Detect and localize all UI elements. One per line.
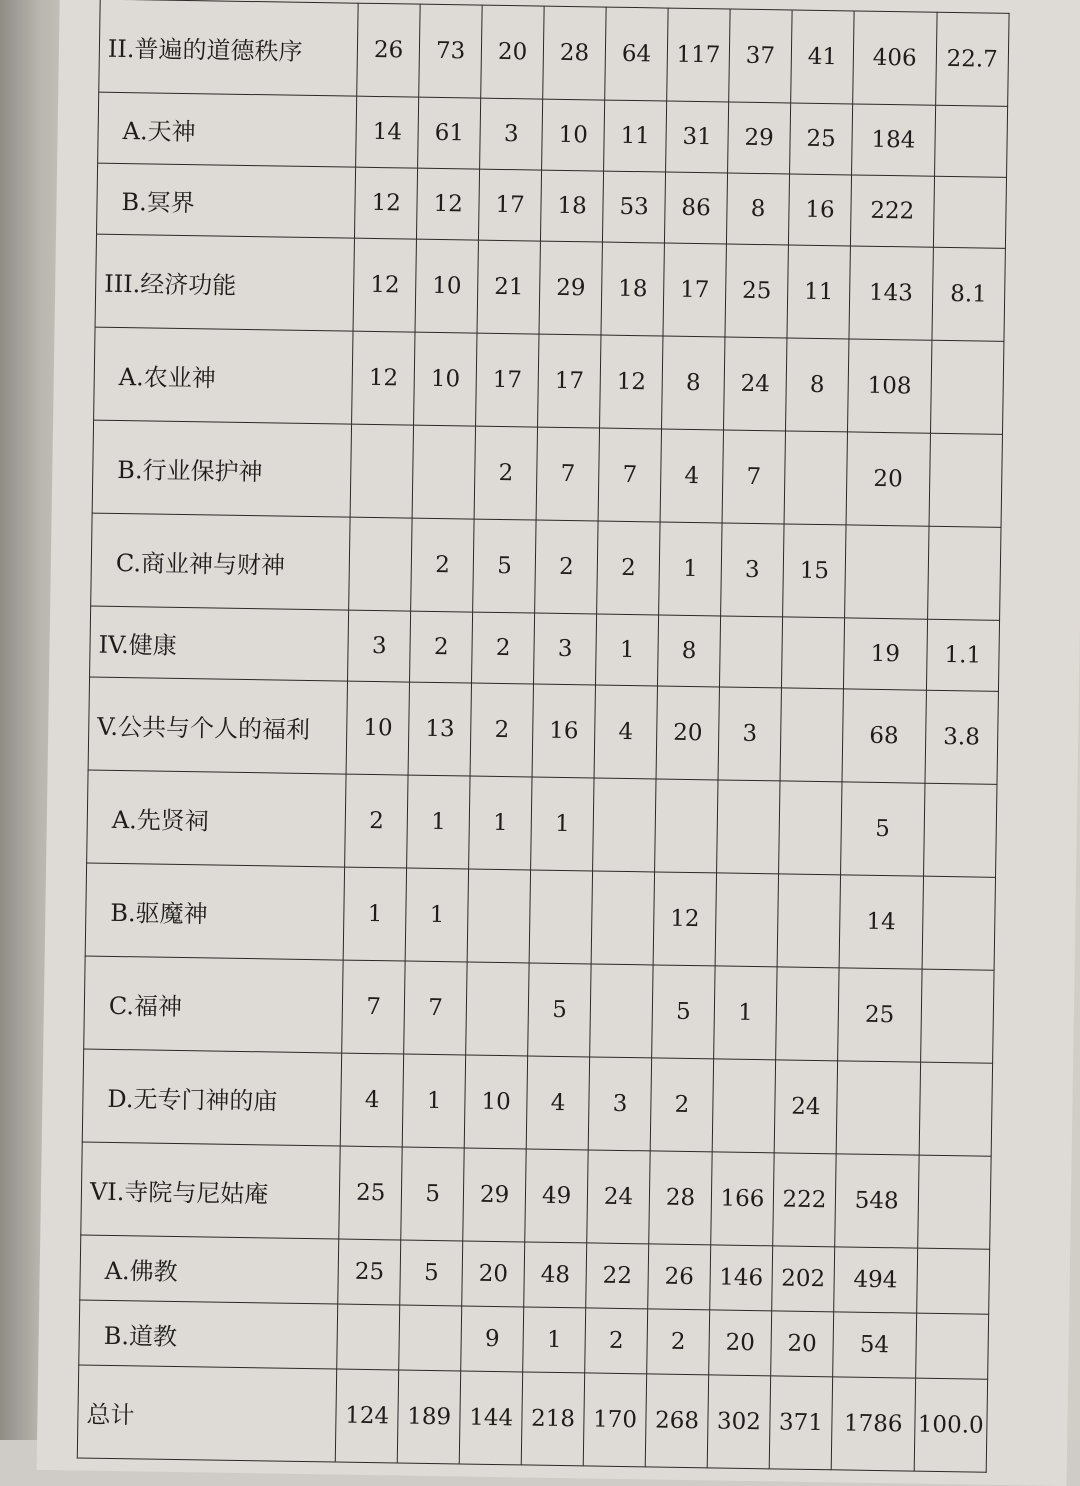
table-cell: 12 <box>600 335 663 429</box>
table-cell: 1 <box>405 868 468 962</box>
table-cell <box>412 425 475 519</box>
table-cell: 1 <box>469 776 532 870</box>
table-cell <box>916 1248 989 1314</box>
table-row <box>77 1365 987 1472</box>
table-cell: 2 <box>650 1058 713 1152</box>
table-cell: 10 <box>415 239 478 333</box>
table-row <box>85 863 995 970</box>
table-row <box>87 770 997 877</box>
table-cell <box>919 1062 993 1156</box>
row-label: III.经济功能 <box>95 234 355 331</box>
table-cell <box>529 870 592 964</box>
table-cell: 25 <box>838 968 922 1062</box>
table-cell: 4 <box>660 429 723 523</box>
table-cell: 16 <box>532 684 595 778</box>
row-label: IV.健康 <box>90 606 349 681</box>
table-cell: 28 <box>543 6 606 100</box>
table-cell <box>715 873 778 967</box>
table-cell: 5 <box>652 965 715 1059</box>
table-cell: 14 <box>839 875 923 969</box>
table-cell: 41 <box>791 10 854 104</box>
table-cell: 3 <box>718 687 781 781</box>
table-cell: 218 <box>521 1372 584 1466</box>
table-cell: 2 <box>597 521 660 615</box>
table-cell <box>917 1155 991 1249</box>
table-cell: 25 <box>339 1146 402 1240</box>
table-cell: 20 <box>709 1310 772 1376</box>
table-cell: 12 <box>417 168 480 240</box>
row-label: B.行业保护神 <box>92 420 352 517</box>
table-cell: 73 <box>419 4 482 98</box>
table-cell: 5 <box>473 519 536 613</box>
table-cell: 100.0 <box>914 1378 988 1472</box>
table-cell: 1 <box>343 867 406 961</box>
table-cell: 7 <box>598 428 661 522</box>
row-label: B.驱魔神 <box>85 863 345 960</box>
table-row <box>82 1049 992 1156</box>
table-cell <box>845 525 929 619</box>
table-cell: 166 <box>711 1152 774 1246</box>
row-label: VI.寺院与尼姑庵 <box>81 1142 341 1239</box>
table-cell: 1786 <box>831 1377 915 1471</box>
table-row <box>95 234 1005 341</box>
table-row <box>92 420 1002 527</box>
table-cell: 2 <box>535 520 598 614</box>
table-cell: 1 <box>407 775 470 869</box>
table-cell: 7 <box>722 430 785 524</box>
table-cell <box>349 517 412 611</box>
row-label: B.冥界 <box>97 163 356 238</box>
table-cell: 17 <box>663 243 726 337</box>
table-cell: 53 <box>603 171 666 243</box>
table-cell <box>591 871 654 965</box>
table-cell: 12 <box>653 872 716 966</box>
table-cell: 5 <box>401 1147 464 1241</box>
table-cell: 11 <box>787 245 850 339</box>
table-cell: 29 <box>539 241 602 335</box>
table-cell: 14 <box>356 96 419 168</box>
table-cell: 8 <box>786 338 849 432</box>
table-cell: 11 <box>604 100 667 172</box>
table-cell: 19 <box>843 618 927 690</box>
table-cell: 5 <box>528 963 591 1057</box>
table-cell <box>466 962 529 1056</box>
table-cell <box>467 869 530 963</box>
row-label: A.佛教 <box>80 1235 339 1304</box>
table-cell <box>337 1304 400 1370</box>
row-label: II.普遍的道德秩序 <box>99 0 359 96</box>
table-cell: 7 <box>404 961 467 1055</box>
table-cell: 18 <box>541 170 604 242</box>
table-cell: 222 <box>773 1153 836 1247</box>
table-cell: 18 <box>601 242 664 336</box>
table-cell: 61 <box>418 97 481 169</box>
row-label: C.商业神与财神 <box>91 513 351 610</box>
row-label: A.农业神 <box>94 327 354 424</box>
row-label: D.无专门神的庙 <box>82 1049 342 1146</box>
table-cell <box>776 967 839 1061</box>
table-cell: 24 <box>724 337 787 431</box>
table-cell <box>781 617 844 689</box>
table-cell <box>922 876 996 970</box>
table-cell: 49 <box>525 1149 588 1243</box>
table-cell: 22 <box>586 1243 649 1309</box>
table-cell <box>712 1059 775 1153</box>
table-cell: 8 <box>726 173 789 245</box>
table-cell: 54 <box>833 1312 917 1378</box>
row-label: V.公共与个人的福利 <box>88 677 348 774</box>
table-cell: 22.7 <box>935 12 1009 106</box>
table-cell <box>929 433 1003 527</box>
table-cell: 406 <box>853 11 937 105</box>
table-cell: 7 <box>342 960 405 1054</box>
table-cell: 1 <box>596 614 659 686</box>
table-cell: 24 <box>587 1150 650 1244</box>
table-cell: 15 <box>783 524 846 618</box>
table-cell: 1 <box>523 1307 586 1373</box>
table-cell: 184 <box>852 104 936 176</box>
table-cell: 5 <box>841 782 925 876</box>
table-cell <box>923 783 997 877</box>
table-cell: 189 <box>397 1370 460 1464</box>
table-cell: 21 <box>477 240 540 334</box>
table-row <box>84 956 994 1063</box>
table-cell <box>399 1305 462 1371</box>
table-cell: 124 <box>335 1369 398 1463</box>
row-label: B.道教 <box>79 1300 338 1369</box>
table-cell <box>930 340 1004 434</box>
table-cell: 29 <box>463 1148 526 1242</box>
table-cell: 48 <box>524 1242 587 1308</box>
table-cell: 37 <box>729 9 792 103</box>
table-cell: 10 <box>464 1055 527 1149</box>
table-cell: 1 <box>714 966 777 1060</box>
table-cell: 86 <box>665 172 728 244</box>
table-cell: 371 <box>769 1376 832 1470</box>
table-cell: 144 <box>459 1371 522 1465</box>
table-cell: 68 <box>842 689 926 783</box>
table-cell: 10 <box>414 332 477 426</box>
table-cell <box>655 779 718 873</box>
table-cell: 1 <box>402 1054 465 1148</box>
table-cell: 3 <box>348 610 411 682</box>
table-cell: 29 <box>728 102 791 174</box>
table-cell: 4 <box>526 1056 589 1150</box>
table-cell: 222 <box>850 175 934 247</box>
table-cell: 20 <box>656 686 719 780</box>
table-cell: 143 <box>849 246 933 340</box>
table-cell: 2 <box>345 774 408 868</box>
table-cell: 2 <box>585 1308 648 1374</box>
temple-statistics-table <box>77 0 1010 1473</box>
table-body <box>77 0 1009 1472</box>
table-cell <box>915 1313 988 1379</box>
table-cell <box>920 969 994 1063</box>
table-cell: 8.1 <box>932 247 1006 341</box>
table-cell: 13 <box>408 682 471 776</box>
table-cell <box>779 781 842 875</box>
table-cell: 5 <box>400 1240 463 1306</box>
table-cell: 3 <box>534 613 597 685</box>
table-cell: 24 <box>774 1060 837 1154</box>
table-cell <box>350 424 413 518</box>
table-cell: 25 <box>725 244 788 338</box>
table-cell: 117 <box>667 8 730 102</box>
table-cell: 8 <box>658 615 721 687</box>
table-cell: 1 <box>659 522 722 616</box>
table-cell: 202 <box>772 1246 835 1312</box>
table-cell: 64 <box>605 7 668 101</box>
row-label: 总计 <box>77 1365 337 1462</box>
table-cell: 2 <box>472 612 535 684</box>
table-cell: 3 <box>480 98 543 170</box>
table-cell: 7 <box>536 427 599 521</box>
table-cell: 4 <box>340 1053 403 1147</box>
table-row <box>99 0 1009 106</box>
table-cell: 25 <box>790 103 853 175</box>
table-cell: 26 <box>648 1244 711 1310</box>
table-row <box>91 513 1001 620</box>
table-cell: 268 <box>645 1374 708 1468</box>
row-label: A.先贤祠 <box>87 770 347 867</box>
book-page <box>37 0 1080 1486</box>
table-cell: 20 <box>462 1241 525 1307</box>
row-label: A.天神 <box>98 92 357 167</box>
table-cell <box>784 431 847 525</box>
table-cell: 26 <box>357 3 420 97</box>
table-row <box>88 677 998 784</box>
table-cell: 146 <box>710 1245 773 1311</box>
table-cell: 548 <box>835 1154 919 1248</box>
table-cell <box>780 688 843 782</box>
table-cell: 20 <box>481 5 544 99</box>
table-cell <box>933 176 1006 248</box>
table-cell <box>836 1061 920 1155</box>
table-cell: 3.8 <box>925 690 999 784</box>
table-cell: 9 <box>461 1306 524 1372</box>
table-cell: 302 <box>707 1375 770 1469</box>
table-cell <box>720 616 783 688</box>
table-cell <box>934 105 1007 177</box>
table-cell: 10 <box>346 681 409 775</box>
table-cell: 2 <box>474 426 537 520</box>
table-cell: 3 <box>588 1057 651 1151</box>
table-cell: 20 <box>846 432 930 526</box>
table-row <box>94 327 1004 434</box>
table-cell <box>590 964 653 1058</box>
table-cell: 12 <box>353 238 416 332</box>
table-cell: 12 <box>355 167 418 239</box>
table-cell: 1.1 <box>926 619 999 691</box>
table-cell: 17 <box>479 169 542 241</box>
table-cell: 28 <box>649 1151 712 1245</box>
table-row <box>81 1142 991 1249</box>
table-cell <box>717 780 780 874</box>
table-cell: 17 <box>538 334 601 428</box>
table-cell: 494 <box>834 1247 918 1313</box>
table-cell: 1 <box>531 777 594 871</box>
table-cell: 17 <box>476 333 539 427</box>
table-cell: 3 <box>721 523 784 617</box>
table-cell: 25 <box>338 1239 401 1305</box>
row-label: C.福神 <box>84 956 344 1053</box>
table-cell: 2 <box>410 611 473 683</box>
table-cell: 2 <box>647 1309 710 1375</box>
table-cell: 8 <box>662 336 725 430</box>
table-cell: 4 <box>594 685 657 779</box>
table-cell <box>927 526 1001 620</box>
table-cell: 170 <box>583 1373 646 1467</box>
table-cell <box>777 874 840 968</box>
table-cell: 16 <box>788 174 851 246</box>
table-cell: 31 <box>666 101 729 173</box>
table-cell: 10 <box>542 99 605 171</box>
table-cell: 20 <box>771 1311 834 1377</box>
table-cell <box>593 778 656 872</box>
table-cell: 2 <box>470 683 533 777</box>
table-cell: 2 <box>411 518 474 612</box>
table-cell: 12 <box>352 331 415 425</box>
table-cell: 108 <box>847 339 931 433</box>
